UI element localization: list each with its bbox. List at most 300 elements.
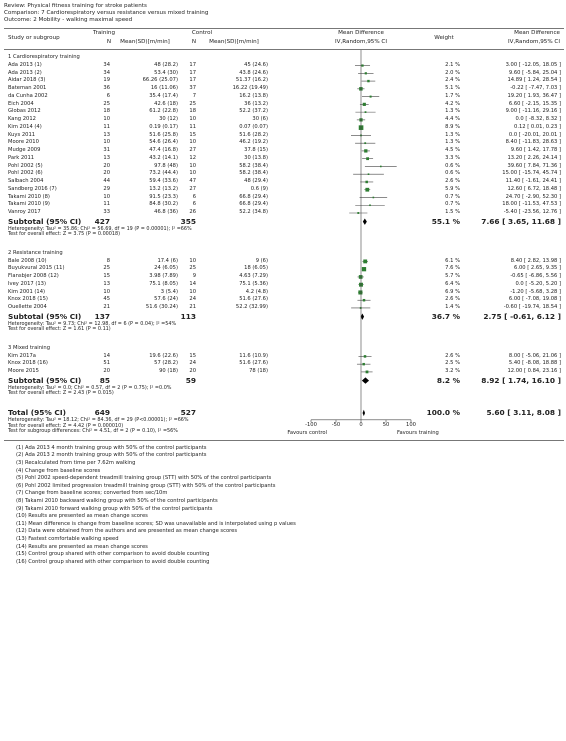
ci-value: 12.60 [ 6.72, 18.48 ] — [507, 185, 561, 192]
point-estimate-24 — [358, 290, 362, 294]
control-n: 17 — [189, 69, 196, 76]
footnote-item: (4) Change from baseline scores — [16, 467, 101, 474]
training-n: 36 — [103, 85, 110, 92]
training-n: 10 — [103, 139, 110, 146]
total-weight: 100.0 % — [426, 408, 460, 418]
ci-value: 0.0 [ -20.01, 20.01 ] — [508, 131, 561, 138]
control-n: 12 — [189, 154, 196, 161]
control-n: 26 — [189, 209, 196, 216]
weight-value: 5.9 % — [445, 185, 460, 192]
point-estimate-4 — [370, 96, 372, 98]
study-label: Bateman 2001 — [8, 85, 47, 92]
subtotal-training-n: 137 — [94, 311, 110, 321]
footnote-item: (6) Pohl 2002 limited progression treadmill training group (STT) with 50% of the control participants — [16, 482, 276, 489]
training-n: 11 — [103, 201, 110, 208]
ci-value: 0.12 [ 0.01, 0.23 ] — [514, 123, 561, 130]
control-n: 37 — [189, 85, 196, 92]
ci-value: 0.0 [ -8.32, 8.32 ] — [515, 116, 561, 123]
weight-value: 3.3 % — [445, 154, 460, 161]
training-n: 31 — [103, 147, 110, 154]
point-estimate-10 — [364, 142, 366, 144]
footnote-item: (12) Data were obtained from the authors and are presented as mean change scores — [16, 528, 238, 535]
training-n: 20 — [103, 162, 110, 169]
point-estimate-16 — [365, 188, 369, 192]
training-n: 44 — [103, 178, 110, 185]
ci-value: 19.20 [ 1.93, 36.47 ] — [507, 92, 561, 99]
point-estimate-0 — [361, 64, 363, 66]
study-label: Ada 2013 (2) — [8, 69, 42, 76]
training-mean-sd: 35.4 (17.4) — [149, 92, 178, 99]
study-label: Globas 2012 — [8, 108, 41, 115]
ci-value: 8.40 [ 2.82, 13.98 ] — [510, 257, 561, 264]
weight-value: 1.3 % — [445, 108, 460, 115]
study-label: Vanroy 2017 — [8, 209, 41, 216]
study-label: Bale 2008 (10) — [8, 257, 47, 264]
training-n: 33 — [103, 209, 110, 216]
study-label: Salbach 2004 — [8, 178, 44, 185]
ci-value: 8.40 [ -11.83, 28.63 ] — [505, 139, 561, 146]
training-mean-sd: 0.19 (0.17) — [149, 123, 178, 130]
subtotal-weight: 8.2 % — [436, 375, 460, 385]
weight-value: 5.7 % — [445, 273, 460, 280]
control-mean-sd: 18 (6.05) — [244, 265, 268, 272]
control-mean-sd: 78 (18) — [249, 368, 268, 375]
control-mean-sd: 58.2 (38.4) — [239, 170, 268, 177]
weight-value: 2.6 % — [445, 178, 460, 185]
training-n: 13 — [103, 154, 110, 161]
point-estimate-6 — [365, 111, 367, 113]
study-label: Knox 2018 (16) — [8, 360, 48, 367]
training-n: 25 — [103, 100, 110, 107]
control-mean-sd: 16.2 (13.8) — [239, 92, 268, 99]
training-mean-sd: 3 (5.4) — [160, 288, 178, 295]
control-mean-sd: 51.6 (28.2) — [239, 131, 268, 138]
outcome-line: Outcome: 2 Mobility - walking maximal speed — [4, 17, 133, 23]
ci-value: 11.40 [ -1.61, 24.41 ] — [505, 178, 561, 185]
ci-value: 6.00 [ -7.08, 19.08 ] — [508, 296, 561, 303]
study-label: Knox 2018 (15) — [8, 296, 48, 303]
ci-value: 24.70 [ -2.90, 52.30 ] — [505, 193, 561, 200]
control-mean-sd: 0.07 (0.07) — [239, 123, 268, 130]
footnote-item: (15) Control group shared with other comparison to avoid double counting — [16, 551, 210, 558]
x-tick-label: 50 — [382, 421, 390, 428]
subtotal-label: Subtotal (95% CI) — [8, 311, 82, 321]
control-n: 9 — [192, 273, 196, 280]
training-n: 20 — [103, 368, 110, 375]
weight-value: 4.2 % — [445, 100, 460, 107]
header-training-mean-sd: Mean(SD)[m/min] — [120, 39, 170, 45]
weight-value: 2.6 % — [445, 352, 460, 359]
study-label: Buyukvural 2015 (11) — [8, 265, 65, 272]
footnote-item: (14) Results are presented as mean change scores — [16, 543, 148, 550]
ci-value: -0.65 [ -6.86, 5.56 ] — [510, 273, 561, 280]
ci-value: 18.00 [ -11.53, 47.53 ] — [502, 201, 561, 208]
ci-value: 3.00 [ -12.05, 18.05 ] — [505, 61, 561, 68]
training-mean-sd: 43.2 (14.1) — [149, 154, 178, 161]
training-n: 6 — [106, 92, 110, 99]
subgroup-heterogeneity: Heterogeneity: Tau² = 9.73; Chi² = 12.98, df = 6 (P = 0.04); I² =54% — [8, 320, 177, 327]
subtotal-ci: 8.92 [ 1.74, 16.10 ] — [481, 375, 561, 385]
header-control-mean-sd: Mean(SD)[m/min] — [209, 39, 259, 45]
control-mean-sd: 4.2 (4.8) — [245, 288, 268, 295]
weight-value: 0.7 % — [445, 193, 460, 200]
footnote-item: (9) Takami 2010 forward walking group with 50% of the control participants — [16, 505, 213, 512]
control-mean-sd: 37.8 (15) — [244, 147, 268, 154]
review-line: Review: Physical fitness training for stroke patients — [4, 3, 147, 9]
subgroup-differences-test: Test for subgroup differences: Chi² = 4.51, df = 2 (P = 0.10), I² =56% — [8, 428, 178, 435]
control-mean-sd: 52.2 (37.2) — [239, 108, 268, 115]
training-mean-sd: 91.5 (23.3) — [149, 193, 178, 200]
training-n: 13 — [103, 131, 110, 138]
footnote-item: (3) Recalculated from time per 7.62m walking — [16, 459, 136, 466]
training-mean-sd: 42.6 (18) — [154, 100, 178, 107]
weight-value: 0.6 % — [445, 162, 460, 169]
header-control: Control — [191, 30, 213, 36]
footnote-item: (11) Mean difference is change from baseline scores; SD was unavailable and is interpolated using p values — [16, 520, 296, 527]
footnote-item: (1) Ada 2013 4 month training group with 50% of the control participants — [16, 444, 207, 451]
point-estimate-1 — [365, 72, 367, 74]
training-n: 13 — [103, 280, 110, 287]
control-n: 25 — [189, 100, 196, 107]
training-n: 11 — [103, 123, 110, 130]
control-n: 25 — [189, 265, 196, 272]
study-label: Takami 2010 (8) — [8, 193, 50, 200]
ci-value: 9.60 [ -5.84, 25.04 ] — [508, 69, 561, 76]
training-mean-sd: 13.2 (13.2) — [149, 185, 178, 192]
training-n: 14 — [103, 352, 110, 359]
subtotal-control-n: 355 — [180, 216, 196, 226]
footnote-item: (7) Change from baseline scores; converted from sec/10m — [16, 490, 168, 497]
control-mean-sd: 75.1 (5.36) — [239, 280, 268, 287]
weight-value: 2.4 % — [445, 77, 460, 84]
control-n: 6 — [192, 201, 196, 208]
subtotal-label: Subtotal (95% CI) — [8, 216, 82, 226]
training-mean-sd: 46.8 (36) — [154, 209, 178, 216]
point-estimate-15 — [365, 181, 367, 183]
training-mean-sd: 57 (28.2) — [154, 360, 178, 367]
control-mean-sd: 51.37 (16.2) — [235, 77, 268, 84]
subtotal-label: Subtotal (95% CI) — [8, 375, 82, 385]
x-tick-label: 100 — [406, 421, 416, 428]
subtotal-weight: 55.1 % — [431, 216, 460, 226]
point-estimate-19 — [357, 212, 359, 214]
control-mean-sd: 16.22 (19.49) — [232, 85, 268, 92]
subtotal-control-n: 113 — [180, 311, 196, 321]
training-mean-sd: 57.6 (24) — [154, 296, 178, 303]
control-n: 17 — [189, 77, 196, 84]
weight-value: 6.4 % — [445, 280, 460, 287]
training-mean-sd: 30 (12) — [159, 116, 178, 123]
training-n: 34 — [103, 61, 110, 68]
header-md-right-line1: Mean Difference — [514, 30, 560, 36]
training-mean-sd: 90 (18) — [159, 368, 178, 375]
total-overall-test: Test for overall effect: Z = 4.42 (P = 0.000010) — [8, 422, 124, 429]
subgroup-heterogeneity: Heterogeneity: Tau² = 35.86; Chi² = 56.69, df = 19 (P = 0.00001); I² =66% — [8, 225, 192, 232]
total-training-n: 649 — [94, 408, 110, 418]
point-estimate-2 — [367, 80, 369, 82]
subtotal-diamond-2 — [362, 377, 369, 383]
favours-training-label: Favours training — [397, 429, 439, 436]
weight-value: 7.6 % — [445, 265, 460, 272]
ci-value: 5.40 [ -8.08, 18.88 ] — [508, 360, 561, 367]
point-estimate-5 — [363, 103, 366, 106]
training-n: 8 — [106, 257, 110, 264]
total-control-n: 527 — [180, 408, 196, 418]
weight-value: 4.4 % — [445, 116, 460, 123]
control-n: 7 — [192, 92, 196, 99]
training-mean-sd: 47.4 (16.8) — [149, 147, 178, 154]
training-mean-sd: 51.6 (25.8) — [149, 131, 178, 138]
point-estimate-14 — [368, 173, 370, 175]
ci-value: 14.89 [ 1.24, 28.54 ] — [507, 77, 561, 84]
ci-value: -0.22 [ -7.47, 7.03 ] — [510, 85, 561, 92]
study-label: Ouellette 2004 — [8, 304, 47, 311]
point-estimate-22 — [359, 275, 363, 279]
ci-value: -0.60 [ -19.74, 18.54 ] — [503, 304, 561, 311]
header-md-line2: IV,Random,95% CI — [335, 39, 387, 45]
subgroup-title: 1 Cardiorespiratory training — [8, 54, 80, 60]
footnote-item: (8) Takami 2010 backward walking group with 50% of the control participants — [16, 497, 218, 504]
control-mean-sd: 30 (13.8) — [244, 154, 268, 161]
point-estimate-21 — [362, 267, 366, 271]
control-mean-sd: 45 (24.6) — [244, 61, 268, 68]
training-mean-sd: 73.2 (44.4) — [149, 170, 178, 177]
control-n: 27 — [189, 185, 196, 192]
point-estimate-25 — [363, 299, 365, 301]
study-label: Park 2011 — [8, 154, 35, 161]
study-label: Ada 2013 (1) — [8, 61, 42, 68]
training-n: 20 — [103, 170, 110, 177]
study-label: Kuys 2011 — [8, 131, 36, 138]
control-n: 15 — [189, 352, 196, 359]
control-n: 10 — [189, 288, 196, 295]
ci-value: 39.60 [ 7.84, 71.36 ] — [507, 162, 561, 169]
control-n: 6 — [192, 193, 196, 200]
weight-value: 6.9 % — [445, 288, 460, 295]
weight-value: 6.1 % — [445, 257, 460, 264]
point-estimate-28 — [362, 363, 364, 365]
control-mean-sd: 46.2 (19.2) — [239, 139, 268, 146]
header-study: Study or subgroup — [8, 35, 60, 41]
total-label: Total (95% CI) — [8, 408, 66, 418]
training-mean-sd: 53.4 (30) — [154, 69, 178, 76]
header-md-line1: Mean Difference — [338, 30, 384, 36]
subgroup-heterogeneity: Heterogeneity: Tau² = 0.0; Chi² = 0.57, df = 2 (P = 0.75); I² =0.0% — [8, 384, 172, 391]
control-n: 10 — [189, 116, 196, 123]
training-n: 19 — [103, 77, 110, 84]
training-n: 10 — [103, 116, 110, 123]
training-mean-sd: 97.8 (48) — [154, 162, 178, 169]
ci-value: -5.40 [ -23.56, 12.76 ] — [503, 209, 561, 216]
control-n: 18 — [189, 108, 196, 115]
header-md-right-line2: IV,Random,95% CI — [508, 39, 560, 45]
ci-value: 9.00 [ -11.16, 29.16 ] — [505, 108, 561, 115]
control-n: 11 — [189, 123, 196, 130]
favours-control-label: Favours control — [287, 429, 327, 436]
control-mean-sd: 11.6 (10.9) — [239, 352, 268, 359]
control-n: 24 — [189, 360, 196, 367]
study-label: Aidar 2018 (3) — [8, 77, 46, 84]
ci-value: 6.00 [ 2.65, 9.35 ] — [514, 265, 561, 272]
training-mean-sd: 48 (28.2) — [154, 61, 178, 68]
ci-value: 8.00 [ -5.06, 21.06 ] — [508, 352, 561, 359]
control-n: 47 — [189, 178, 196, 185]
x-tick-label: -50 — [331, 421, 341, 428]
footnote-item: (2) Ada 2013 2 month training group with 50% of the control participants — [16, 452, 207, 459]
training-mean-sd: 24 (6.05) — [154, 265, 178, 272]
control-mean-sd: 66.8 (29.4) — [239, 201, 268, 208]
subtotal-training-n: 85 — [99, 375, 110, 385]
control-n: 10 — [189, 170, 196, 177]
footnote-item: (10) Results are presented as mean change scores — [16, 513, 148, 520]
study-label: Flansbjer 2008 (12) — [8, 273, 59, 280]
subgroup-overall-test: Test for overall effect: Z = 2.43 (P = 0.015) — [8, 390, 114, 397]
weight-value: 1.7 % — [445, 92, 460, 99]
weight-value: 2.0 % — [445, 69, 460, 76]
point-estimate-29 — [366, 371, 369, 374]
study-label: Kang 2012 — [8, 116, 36, 123]
subtotal-weight: 36.7 % — [431, 311, 460, 321]
training-mean-sd: 75.1 (8.05) — [149, 280, 178, 287]
training-mean-sd: 16 (11.06) — [150, 85, 178, 92]
weight-value: 1.5 % — [445, 209, 460, 216]
control-n: 27 — [189, 147, 196, 154]
training-n: 21 — [103, 304, 110, 311]
total-ci: 5.60 [ 3.11, 8.08 ] — [486, 408, 561, 418]
training-n: 34 — [103, 69, 110, 76]
ci-value: 15.00 [ -15.74, 45.74 ] — [502, 170, 561, 177]
control-n: 21 — [189, 304, 196, 311]
point-estimate-13 — [380, 166, 382, 168]
subtotal-control-n: 59 — [185, 375, 196, 385]
point-estimate-12 — [366, 157, 369, 160]
control-mean-sd: 0.6 (9) — [250, 185, 268, 192]
training-mean-sd: 19.6 (22.6) — [149, 352, 178, 359]
total-heterogeneity: Heterogeneity: Tau² = 18.12; Chi² = 84.36, df = 29 (P<0.00001); I² =66% — [8, 416, 189, 423]
footnote-item: (5) Pohl 2002 speed-dependent treadmill training group (STT) with 50% of the control participants — [16, 475, 272, 482]
comparison-line: Comparison: 7 Cardiorespiratory versus resistance versus mixed training — [4, 10, 209, 16]
ci-value: 9.60 [ 1.42, 17.78 ] — [510, 147, 561, 154]
training-n: 15 — [103, 273, 110, 280]
header-control-n: N — [191, 39, 197, 45]
weight-value: 3.2 % — [445, 368, 460, 375]
study-label: Moore 2010 — [8, 139, 39, 146]
point-estimate-11 — [364, 149, 367, 152]
footnote-item: (13) Fastest comfortable walking speed — [16, 535, 119, 542]
subtotal-ci: 7.66 [ 3.65, 11.68 ] — [481, 216, 561, 226]
study-label: Sandberg 2016 (7) — [8, 185, 57, 192]
control-n: 20 — [189, 368, 196, 375]
weight-value: 8.9 % — [445, 123, 460, 130]
training-mean-sd: 51.6 (30.24) — [145, 304, 178, 311]
training-n: 18 — [103, 108, 110, 115]
training-mean-sd: 17.4 (6) — [157, 257, 178, 264]
control-mean-sd: 48 (29.4) — [244, 178, 268, 185]
control-n: 10 — [189, 257, 196, 264]
training-mean-sd: 61.2 (22.8) — [149, 108, 178, 115]
weight-value: 2.6 % — [445, 296, 460, 303]
weight-value: 0.7 % — [445, 201, 460, 208]
training-n: 29 — [103, 185, 110, 192]
control-mean-sd: 52.2 (32.99) — [235, 304, 268, 311]
study-label: Kim 2001 (14) — [8, 288, 46, 295]
weight-value: 2.1 % — [445, 61, 460, 68]
study-label: Kim 2014 (4) — [8, 123, 42, 130]
training-mean-sd: 3.98 (7.89) — [149, 273, 178, 280]
training-mean-sd: 66.26 (25.07) — [142, 77, 178, 84]
weight-value: 1.3 % — [445, 139, 460, 146]
control-mean-sd: 52.2 (34.8) — [239, 209, 268, 216]
control-mean-sd: 66.8 (29.4) — [239, 193, 268, 200]
header-weight: Weight — [434, 35, 454, 41]
ci-value: -1.20 [ -5.68, 3.28 ] — [510, 288, 561, 295]
ci-value: 6.60 [ -2.15, 15.35 ] — [508, 100, 561, 107]
control-mean-sd: 43.8 (24.6) — [239, 69, 268, 76]
subtotal-diamond-0 — [363, 218, 367, 224]
x-tick-label: 0 — [359, 421, 363, 428]
subtotal-training-n: 427 — [94, 216, 110, 226]
x-tick-label: -100 — [305, 421, 317, 428]
study-label: Mudge 2009 — [8, 147, 41, 154]
control-mean-sd: 51.6 (27.6) — [239, 296, 268, 303]
training-mean-sd: 54.6 (26.4) — [149, 139, 178, 146]
point-estimate-17 — [373, 197, 375, 199]
subgroup-overall-test: Test for overall effect: Z = 1.61 (P = 0.11) — [8, 326, 111, 333]
ci-value: 0.0 [ -5.20, 5.20 ] — [515, 280, 561, 287]
study-label: Ivey 2017 (13) — [8, 280, 47, 287]
control-mean-sd: 58.2 (38.4) — [239, 162, 268, 169]
training-n: 25 — [103, 265, 110, 272]
weight-value: 1.4 % — [445, 304, 460, 311]
subgroup-title: 2 Resistance training — [8, 249, 63, 256]
point-estimate-27 — [364, 355, 366, 357]
study-label: Pohl 2002 (6) — [8, 170, 43, 177]
control-mean-sd: 9 (6) — [255, 257, 268, 264]
control-mean-sd: 30 (6) — [252, 116, 268, 123]
study-label: Takami 2010 (9) — [8, 201, 50, 208]
control-mean-sd: 51.6 (27.6) — [239, 360, 268, 367]
training-n: 45 — [103, 296, 110, 303]
subgroup-title: 3 Mixed training — [8, 344, 51, 351]
control-n: 10 — [189, 139, 196, 146]
study-label: Pohl 2002 (5) — [8, 162, 43, 169]
ci-value: 12.00 [ 0.84, 23.16 ] — [507, 368, 561, 375]
weight-value: 0.6 % — [445, 170, 460, 177]
training-mean-sd: 84.8 (30.2) — [149, 201, 178, 208]
study-label: Eich 2004 — [8, 100, 34, 107]
ci-value: 13.20 [ 2.26, 24.14 ] — [507, 154, 561, 161]
total-diamond — [363, 410, 365, 416]
point-estimate-18 — [369, 204, 371, 206]
weight-value: 2.5 % — [445, 360, 460, 367]
study-label: da Cunha 2002 — [8, 92, 48, 99]
header-training-n: N — [106, 39, 112, 45]
control-n: 10 — [189, 162, 196, 169]
control-mean-sd: 36 (13.2) — [244, 100, 268, 107]
weight-value: 1.3 % — [445, 131, 460, 138]
weight-value: 5.1 % — [445, 85, 460, 92]
footnote-item: (16) Control group shared with other comparison to avoid double counting — [16, 558, 210, 565]
training-n: 51 — [103, 360, 110, 367]
header-training: Training — [92, 30, 116, 36]
point-estimate-20 — [363, 260, 367, 264]
control-n: 17 — [189, 61, 196, 68]
training-n: 10 — [103, 193, 110, 200]
control-mean-sd: 4.63 (7.29) — [239, 273, 268, 280]
subtotal-ci: 2.75 [ -0.61, 6.12 ] — [483, 311, 561, 321]
subgroup-overall-test: Test for overall effect: Z = 3.75 (P = 0.00018) — [8, 231, 121, 238]
control-n: 24 — [189, 296, 196, 303]
